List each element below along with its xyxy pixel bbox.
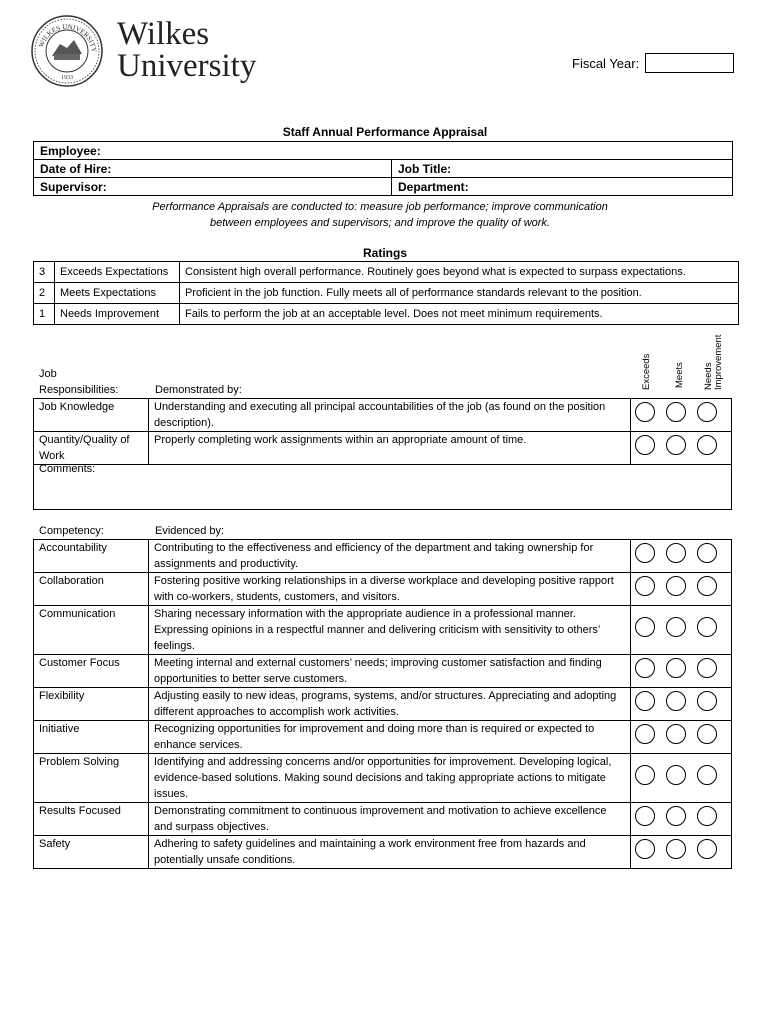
meets-radio[interactable] bbox=[666, 402, 686, 422]
meets-radio[interactable] bbox=[666, 839, 686, 859]
demonstrated-by-header: Demonstrated by: bbox=[155, 384, 242, 396]
employee-field[interactable]: Employee: bbox=[34, 142, 733, 160]
comments-field[interactable] bbox=[33, 461, 732, 510]
university-wordmark: Wilkes University bbox=[117, 16, 257, 84]
rating-circles bbox=[631, 573, 732, 606]
rating-row: 2 Meets Expectations Proficient in the job function. Fully meets all of performance standards relevant to the position. bbox=[34, 283, 739, 304]
needs-improvement-radio[interactable] bbox=[697, 724, 717, 744]
table-row: Initiative Recognizing opportunities for improvement and doing more than is required or expected to enhance services. bbox=[34, 721, 732, 754]
meets-radio[interactable] bbox=[666, 658, 686, 678]
rating-circles bbox=[631, 655, 732, 688]
meets-radio[interactable] bbox=[666, 543, 686, 563]
competency-header: Competency: bbox=[39, 525, 104, 537]
rating-row: 1 Needs Improvement Fails to perform the job at an acceptable level. Does not meet minimum requirements. bbox=[34, 304, 739, 325]
job-responsibilities-table bbox=[33, 398, 732, 465]
meets-radio[interactable] bbox=[666, 435, 686, 455]
meets-radio[interactable] bbox=[666, 691, 686, 711]
exceeds-radio[interactable] bbox=[635, 806, 655, 826]
meets-radio[interactable] bbox=[666, 806, 686, 826]
evidenced-by-header: Evidenced by: bbox=[155, 525, 225, 537]
table-row: Customer Focus Meeting internal and external customers’ needs; improving customer satisfaction and finding opportunities to better serve customers. bbox=[34, 655, 732, 688]
ratings-table bbox=[33, 261, 739, 325]
rating-circles bbox=[631, 688, 732, 721]
table-row: Problem Solving Identifying and addressing concerns and/or opportunities for improvement. Developing logical, evidence-based solutions. Making sound decisions and taking appropriate actions to mitigate issues. bbox=[34, 754, 732, 803]
date-of-hire-field[interactable]: Date of Hire: bbox=[34, 160, 392, 178]
rating-circles bbox=[631, 721, 732, 754]
university-seal-logo bbox=[30, 14, 104, 88]
competency-table bbox=[33, 539, 732, 869]
table-row: Safety Adhering to safety guidelines and maintaining a work environment free from hazards and potentially unsafe conditions. bbox=[34, 836, 732, 869]
needs-improvement-radio[interactable] bbox=[697, 543, 717, 563]
table-row: Quantity/Quality of Work Properly completing work assignments within an appropriate amount of time. bbox=[34, 432, 732, 465]
exceeds-radio[interactable] bbox=[635, 691, 655, 711]
rating-circles bbox=[631, 432, 732, 465]
fiscal-year-label: Fiscal Year: bbox=[572, 56, 640, 71]
needs-improvement-radio[interactable] bbox=[697, 435, 717, 455]
needs-improvement-radio[interactable] bbox=[697, 806, 717, 826]
rating-row: 3 Exceeds Expectations Consistent high overall performance. Routinely goes beyond what is expected to surpass expectations. bbox=[34, 262, 739, 283]
intro-text: Performance Appraisals are conducted to: measure job performance; improve communication between employees and supervisors; and improve the quality of work. bbox=[152, 201, 608, 229]
fiscal-year-field[interactable] bbox=[645, 53, 734, 73]
meets-radio[interactable] bbox=[666, 724, 686, 744]
exceeds-radio[interactable] bbox=[635, 617, 655, 637]
exceeds-radio[interactable] bbox=[635, 724, 655, 744]
exceeds-radio[interactable] bbox=[635, 576, 655, 596]
table-row: Job Knowledge Understanding and executing all principal accountabilities of the job (as found on the position description). bbox=[34, 399, 732, 432]
needs-improvement-radio[interactable] bbox=[697, 658, 717, 678]
meets-radio[interactable] bbox=[666, 617, 686, 637]
table-row: Flexibility Adjusting easily to new ideas, programs, systems, and/or structures. Appreciating and adopting different approaches to accomplish work activities. bbox=[34, 688, 732, 721]
exceeds-radio[interactable] bbox=[635, 658, 655, 678]
svg-text:1933: 1933 bbox=[61, 75, 73, 81]
job-title-field[interactable]: Job Title: bbox=[392, 160, 733, 178]
meets-column-header: Meets bbox=[674, 362, 685, 388]
department-field[interactable]: Department: bbox=[392, 178, 733, 196]
meets-radio[interactable] bbox=[666, 765, 686, 785]
meets-radio[interactable] bbox=[666, 576, 686, 596]
needs-improvement-radio[interactable] bbox=[697, 765, 717, 785]
svg-text:WILKES UNIVERSITY: WILKES UNIVERSITY bbox=[37, 22, 99, 53]
needs-improvement-radio[interactable] bbox=[697, 691, 717, 711]
exceeds-radio[interactable] bbox=[635, 543, 655, 563]
form-title: Staff Annual Performance Appraisal bbox=[282, 125, 488, 139]
rating-circles bbox=[631, 803, 732, 836]
supervisor-field[interactable]: Supervisor: bbox=[34, 178, 392, 196]
table-row: Collaboration Fostering positive working relationships in a diverse workplace and developing positive rapport with co-workers, students, customers, and visitors. bbox=[34, 573, 732, 606]
table-row: Accountability Contributing to the effectiveness and efficiency of the department and taking ownership for assignments and productivity. bbox=[34, 540, 732, 573]
exceeds-radio[interactable] bbox=[635, 839, 655, 859]
exceeds-radio[interactable] bbox=[635, 402, 655, 422]
ratings-title: Ratings bbox=[362, 246, 407, 260]
employee-info-table bbox=[33, 141, 733, 196]
needs-improvement-radio[interactable] bbox=[697, 839, 717, 859]
needs-improvement-column-header: Needs Improvement bbox=[703, 334, 724, 390]
rating-circles bbox=[631, 399, 732, 432]
needs-improvement-radio[interactable] bbox=[697, 402, 717, 422]
rating-circles bbox=[631, 754, 732, 803]
rating-circles bbox=[631, 606, 732, 655]
exceeds-radio[interactable] bbox=[635, 765, 655, 785]
rating-circles bbox=[631, 836, 732, 869]
table-row: Results Focused Demonstrating commitment to continuous improvement and motivation to achieve excellence and surpass objectives. bbox=[34, 803, 732, 836]
job-responsibilities-header: Job Responsibilities: bbox=[39, 368, 119, 396]
rating-circles bbox=[631, 540, 732, 573]
table-row: Communication Sharing necessary information with the appropriate audience in a professional manner. Expressing opinions in a respectful manner and delivering criticism with sensitivity to others’ feelings. bbox=[34, 606, 732, 655]
exceeds-column-header: Exceeds bbox=[641, 353, 652, 390]
needs-improvement-radio[interactable] bbox=[697, 617, 717, 637]
comments-label: Comments: bbox=[39, 463, 96, 475]
exceeds-radio[interactable] bbox=[635, 435, 655, 455]
needs-improvement-radio[interactable] bbox=[697, 576, 717, 596]
